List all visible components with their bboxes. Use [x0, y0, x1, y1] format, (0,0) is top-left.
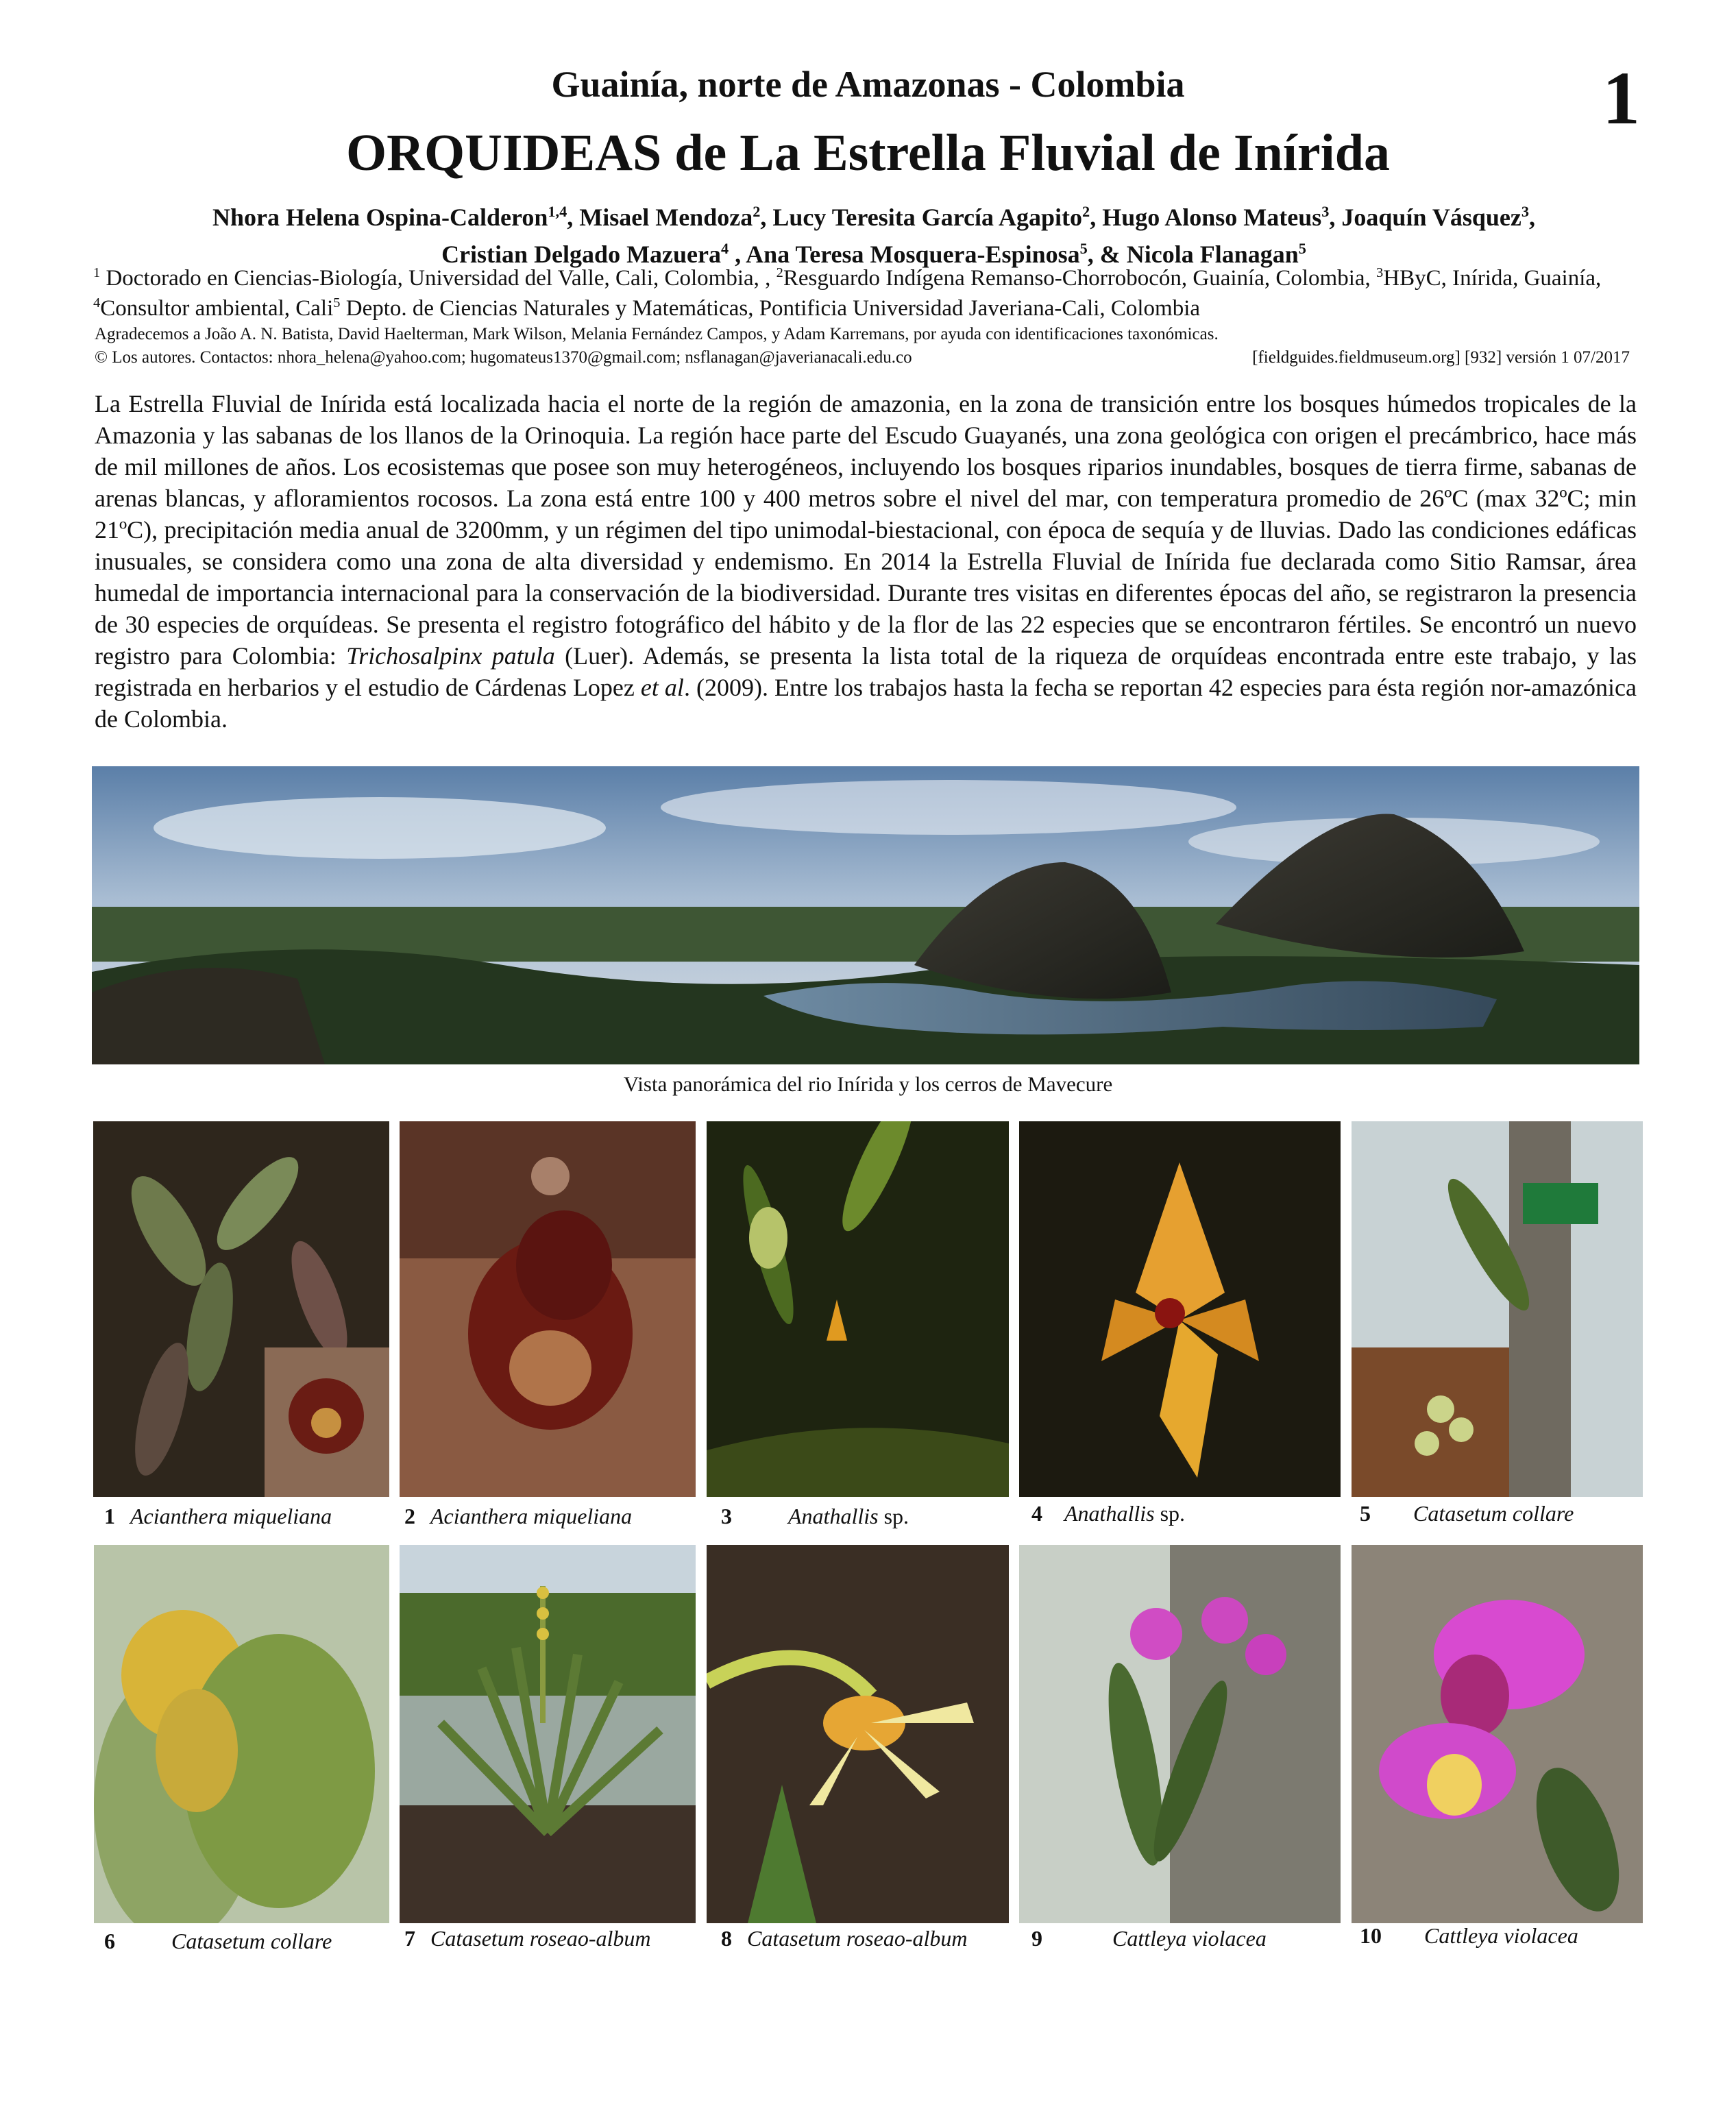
caption-6: 6 Catasetum collare: [104, 1929, 332, 1953]
publication-info: [fieldguides.fieldmuseum.org] [932] versión 1 07/2017: [1252, 348, 1630, 367]
author: Lucy Teresita García Agapito$^2$,: [772, 203, 1103, 231]
caption-7: 7 Catasetum roseao-album: [404, 1926, 651, 1951]
affiliations: $^1$ Doctorado en Ciencias-Biología, Universidad del Valle, Cali, Colombia, , $^2$Resguardo Indígena Remanso-Chorrobocón, Guainía, Colombia, $^3$HByC, Inírida, Guainía, $^4$Consultor ambiental, Cali$^5$ Depto. de Ciencias Naturales y Matemáticas, Pontificia Universidad Javeriana-Cali, Colombia: [93, 265, 1602, 321]
author: Ana Teresa Mosquera-Espinosa$^5$, &: [746, 240, 1127, 268]
caption-5: 5 Catasetum collare: [1360, 1501, 1574, 1526]
contact-line: [95, 348, 1630, 367]
photo-7-catasetum-roseoalbum-habit: [400, 1545, 696, 1923]
acknowledgement: Agradecemos a João A. N. Batista, David Haelterman, Mark Wilson, Melania Fernández Campos, y Adam Karremans, por ayuda con identificaciones taxonómicas.: [95, 325, 1219, 343]
author: Hugo Alonso Mateus$^3$,: [1102, 203, 1342, 231]
caption-1: 1 Acianthera miqueliana: [104, 1504, 332, 1528]
intro-paragraph: La Estrella Fluvial de Inírida está localizada hacia el norte de la región de amazonia, en la zona de transición entre los bosques húmedos tropicales de la Amazonia y las sabanas de los llanos de la Orinoquia. La región hace parte del Escudo Guayanés, una zona geológica con origen el precámbrico, hace más de mil millones de años. Los ecosistemas que posee son muy heterogéneos, incluyendo los bosques riparios inundables, bosques de tierra firme, sabanas de arenas blancas, y afloramientos rocosos. La zona está entre 100 y 400 metros sobre el nivel del mar, con temperatura promedio de 26ºC (max 32ºC; min 21ºC), precipitación media anual de 3200mm, y un régimen del tipo unimodal-biestacional, con época de sequía y de lluvias. Dado las condiciones edáficas inusuales, se considera como una zona de alta diversidad y endemismo. En 2014 la Estrella Fluvial de Inírida fue declarada como Sitio Ramsar, área humedal de importancia internacional para la conservación de la biodiversidad. Durante tres visitas en diferentes épocas del año, se registraron la presencia de 30 especies de orquídeas. Se presenta el registro fotográfico del hábito y de la flor de las 22 especies que se encontraron fértiles. Se encontró un nuevo registro para Colombia: Trichosalpinx patula (Luer). Además, se presenta la lista total de la riqueza de orquídeas encontrada entre este trabajo, y las registrada en herbarios y el estudio de Cárdenas Lopez et al. (2009). Entre los trabajos hasta la fecha se reportan 42 especies para ésta región nor-amazónica de Colombia.: [95, 390, 1637, 733]
caption-9: 9 Cattleya violacea: [1031, 1926, 1267, 1951]
panorama-photo: [92, 766, 1639, 1064]
photo-2-acianthera-closeup: [400, 1121, 696, 1497]
author: Misael Mendoza$^2$,: [579, 203, 773, 231]
author: Nhora Helena Ospina-Calderon$^{1,4}$,: [212, 203, 580, 231]
author: Joaquín Vásquez$^3$,: [1341, 203, 1535, 231]
author-list: [89, 199, 1659, 273]
photo-9-cattleya-habit: [1019, 1545, 1341, 1923]
caption-10: 10 Cattleya violacea: [1360, 1923, 1578, 1948]
caption-4: 4 Anathallis sp.: [1031, 1501, 1186, 1526]
page-subtitle: Guainía, norte de Amazonas - Colombia: [551, 64, 1185, 105]
caption-2: 2 Acianthera miqueliana: [404, 1504, 633, 1528]
caption-3: 3 Anathallis sp.: [721, 1504, 909, 1528]
photo-5-catasetum-habit: [1352, 1121, 1643, 1497]
contact-emails: © Los autores. Contactos: nhora_helena@yahoo.com; hugomateus1370@gmail.com; nsflanagan@javerianacali.edu.co: [95, 348, 912, 367]
author: Cristian Delgado Mazuera$^4$ ,: [441, 240, 746, 268]
new-record-species: Trichosalpinx patula: [346, 642, 555, 670]
page-number: 1: [1602, 56, 1640, 140]
panorama-caption: Vista panorámica del rio Inírida y los cerros de Mavecure: [623, 1072, 1113, 1096]
photo-10-cattleya-flower: [1352, 1545, 1643, 1923]
author: Nicola Flanagan$^5$: [1126, 240, 1306, 268]
caption-8: 8 Catasetum roseao-album: [721, 1926, 968, 1951]
photo-1-acianthera: [93, 1121, 389, 1497]
page-title: ORQUIDEAS de La Estrella Fluvial de Inírida: [345, 124, 1390, 182]
photo-4-anathallis-flower: [1019, 1121, 1341, 1497]
photo-3-anathallis: [707, 1121, 1009, 1497]
photo-6-catasetum-flower: [94, 1545, 389, 1923]
photo-8-catasetum-roseoalbum-flower: [707, 1545, 1009, 1923]
